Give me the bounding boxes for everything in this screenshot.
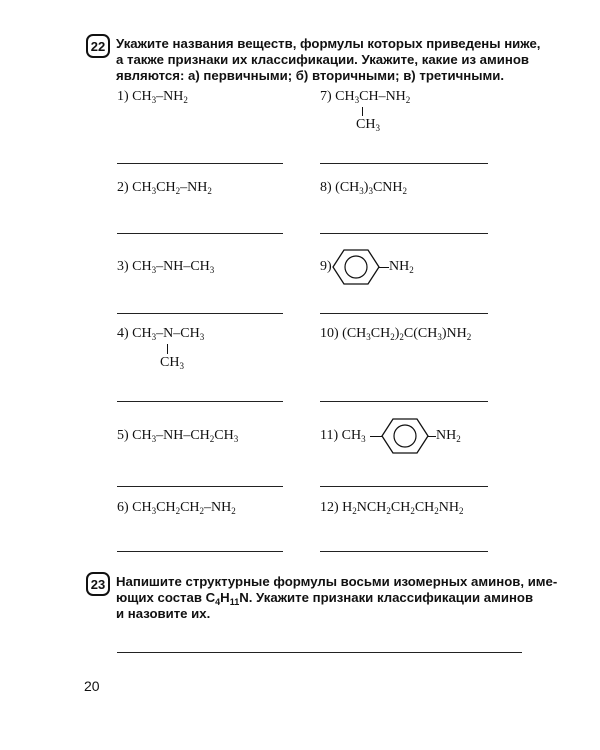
formula-item-10: 10) $(CH_3CH_2)_2C(CH_3)NH_2$ [320, 326, 472, 342]
answer-line-10[interactable] [320, 401, 488, 402]
answer-line-6[interactable] [117, 551, 283, 552]
formula-item-3: 3) $CH_3-NH-CH_3$ [117, 259, 215, 275]
branch-methyl-4: $CH_3$ [160, 355, 184, 371]
bond-line-11-right [428, 436, 436, 437]
answer-line-7[interactable] [320, 163, 488, 164]
answer-line-1[interactable] [117, 163, 283, 164]
formula-item-7: 7) $CH_3CH-NH_2$ [320, 89, 411, 105]
task-number-badge: 22 [86, 34, 110, 58]
formula-item-11-label: 11) $CH_3$ [320, 428, 366, 444]
answer-line-4[interactable] [117, 401, 283, 402]
task-number-badge: 23 [86, 572, 110, 596]
formula-item-6: 6) $CH_3CH_2CH_2-NH_2$ [117, 500, 236, 516]
formula-item-2: 2) $CH_3CH_2-NH_2$ [117, 180, 212, 196]
benzene-ring-icon [380, 416, 430, 456]
amino-group-11: $NH_2$ [436, 428, 461, 444]
task-23-line: ющих состав $C_4H_{11}N$. Укажите признаки классификации аминов [116, 590, 534, 607]
page-number: 20 [84, 678, 100, 694]
benzene-ring-icon [331, 247, 381, 287]
answer-line-9[interactable] [320, 313, 488, 314]
answer-line-5[interactable] [117, 486, 283, 487]
branch-methyl-7: $CH_3$ [356, 117, 380, 133]
task-22-line: Укажите названия веществ, формулы которых приведены ниже, [116, 36, 541, 51]
task-22-line: а также признаки их классификации. Укажите, какие из аминов [116, 52, 530, 67]
answer-line-3[interactable] [117, 313, 283, 314]
answer-line-12[interactable] [320, 551, 488, 552]
answer-line-23[interactable] [117, 652, 522, 653]
formula-item-4: 4) $CH_3-N-CH_3$ [117, 326, 205, 342]
formula-item-5: 5) $CH_3-NH-CH_2CH_3$ [117, 428, 239, 444]
answer-line-2[interactable] [117, 233, 283, 234]
bond-line-7 [362, 107, 363, 116]
bond-line-4 [167, 344, 168, 354]
answer-line-11[interactable] [320, 486, 488, 487]
task-22-instructions [116, 36, 540, 84]
formula-item-1: 1) $CH_3-NH_2$ [117, 89, 188, 105]
task-23-line: Напишите структурные формулы восьми изомерных аминов, име- [116, 574, 558, 589]
formula-item-12: 12) $H_2NCH_2CH_2CH_2NH_2$ [320, 500, 464, 516]
task-23-line: и назовите их. [116, 606, 211, 621]
amino-group-9: $NH_2$ [389, 259, 414, 275]
formula-item-8: 8) $(CH_3)_3CNH_2$ [320, 180, 408, 196]
task-22-line: являются: а) первичными; б) вторичными; в) третичными. [116, 68, 505, 83]
task-23-instructions [116, 574, 557, 622]
bond-line-9 [379, 267, 389, 268]
formula-item-9-label: 9) [320, 259, 332, 274]
answer-line-8[interactable] [320, 233, 488, 234]
